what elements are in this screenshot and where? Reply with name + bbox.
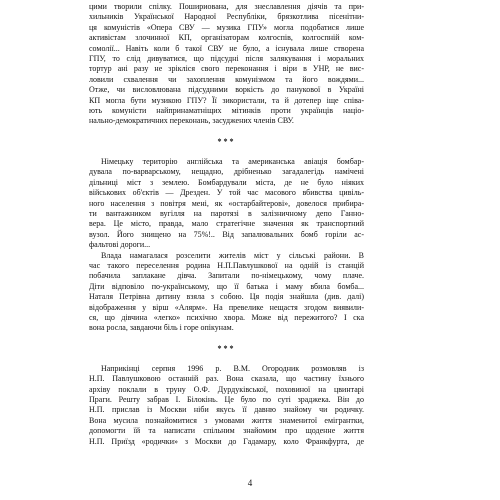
- text-line: ця комуністів «Опера СВУ — музика ГПУ» могла подобатися лише: [89, 22, 364, 32]
- text-line: тортур ані разу не зрікліся свого переконання і віри в УНР, не вис-: [89, 64, 364, 74]
- section-separator: ***: [217, 343, 236, 353]
- text-line: відображення у вірш «Алярм». На превелике нещастя згодом виявили-: [89, 302, 364, 312]
- text-line: архіву поклали в труну О.Ф. Дурдуківської, поховиної на цвинтарі: [89, 384, 364, 394]
- page-content: [89, 2, 364, 457]
- text-line: військових об'єктів — Дрезден. У той час масового вбивства цивіль-: [89, 188, 364, 198]
- text-line: Наприкінці серпня 1996 р. В.М. Огородник розмовляв із: [101, 363, 364, 373]
- text-line: ного населення з повітря мені, як «остарбайтерові», довелося прибира-: [89, 198, 364, 208]
- text-line: КП могла бути музикою ГПУ? Її зикористали, та й дотепер іще співа-: [89, 95, 364, 105]
- paragraph: [89, 157, 364, 251]
- text-line: Н.П. Павлушковою останній раз. Вона сказала, що частину їхнього: [89, 374, 364, 384]
- text-line: цими творили спілку. Пошириована, для знеславлення діячів та при-: [89, 2, 364, 11]
- text-line: фальтові дороги...: [89, 240, 151, 250]
- text-line: вона росла, завдаючи біль і горе опікунам.: [89, 323, 234, 333]
- text-line: Н.П. прислав із Москви ніби якусь її давню знайому чи родичку.: [89, 405, 364, 415]
- paragraph: [89, 364, 364, 447]
- text-line: Діти відповіло по-українському, що її батька і маму вбила бомба...: [89, 281, 364, 291]
- text-line: дільниці міст з землею. Бомбардували міста, де не було ніяких: [89, 177, 364, 187]
- text-line: ють комуністи найпринаматніщих мітинків проти українців націо-: [89, 106, 364, 116]
- text-line: вузол. Його знищено на 75%!.. Від запалювальних бомб горіли ас-: [89, 229, 364, 239]
- paragraph: [89, 2, 364, 127]
- text-line: Отже, чи висловлювана підсудними воркість до панукової в Україні: [89, 85, 364, 95]
- text-line: Влада намагалася розселити жителів міст у сільські райони. В: [101, 250, 364, 260]
- text-line: сомолії... Навіть коли б такої СВУ не було, а існувала лише створена: [89, 43, 364, 53]
- text-line: хильників Української Народної Республіки, брязкотлива пісенітни-: [89, 12, 364, 22]
- section-separator: ***: [217, 136, 236, 146]
- text-line: нально-демократичних переконань, засуджених членів СВУ.: [89, 116, 294, 126]
- text-line: ловили схвалення чи захоплення комунізмом та його вождями...: [89, 74, 364, 84]
- page-number: 4: [247, 478, 253, 488]
- paragraph: [89, 251, 364, 334]
- text-line: Німецьку територію англійська та американська авіація бомбар-: [101, 156, 364, 166]
- text-line: Наталя Петрівна дитину взяла з собою. Ця подія знайшла (див. далі): [89, 292, 364, 302]
- text-line: ся, що дівчина «легко» психічно хвора. Може від пережитого? І ска: [89, 312, 364, 322]
- section-3: [89, 364, 364, 447]
- text-line: ти вантажником вугілля на паротязі в залізничному депо Ганно-: [89, 208, 364, 218]
- text-line: час такого переселення родина Н.П.Павлушкової на одній із станцій: [89, 260, 364, 270]
- text-line: дувала по-варварському, нещадно, дрібненько загадалегідь намічені: [89, 167, 364, 177]
- text-line: вера. Це місто, правда, мало стратегічне значення як транспортний: [89, 219, 364, 229]
- text-line: Вона мусила познайомитися з умовами життя знаменитої емігрантки,: [89, 415, 364, 425]
- text-line: допомогти їй та написати спільним знайомим про щоденне життя: [89, 426, 364, 436]
- text-line: активістам злочинної КП, організаторам колгоспів, колгоспній ком-: [89, 33, 364, 43]
- section-1: [89, 2, 364, 127]
- text-line: Н.П. Приїзд «родички» з Москви до Гадамару, коло Франкфурта, де: [89, 436, 364, 446]
- section-2: [89, 157, 364, 334]
- text-line: ГПУ, то слід дивуватися, що підсудні після залякування і моральних: [89, 54, 364, 64]
- text-line: Праги. Решту забрав І. Білокінь. Це було по суті зраджека. Він до: [89, 395, 364, 404]
- text-line: побачила заплакане дівча. Запитали по-німецькому, чому плаче.: [89, 271, 364, 281]
